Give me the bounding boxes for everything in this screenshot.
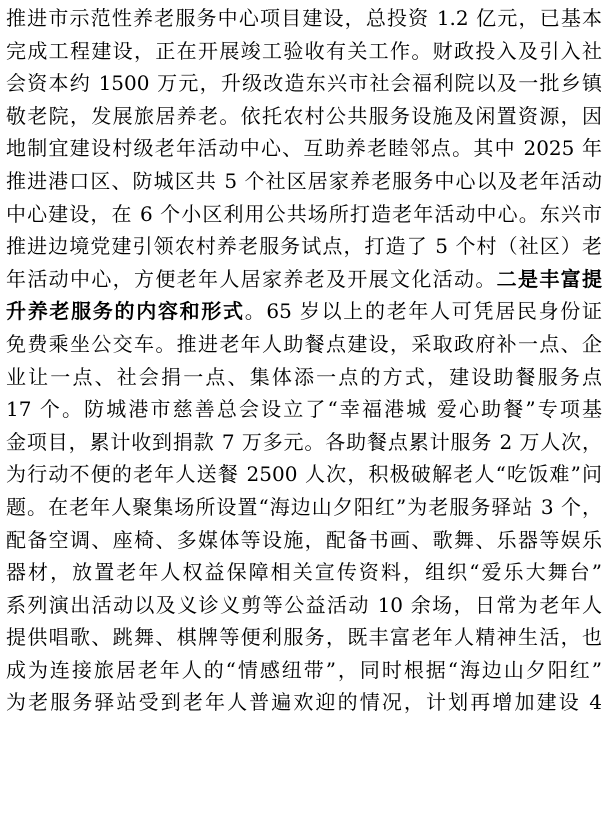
- text-line: 会资本约 1500 万元，升级改造东兴市社会福利院以及一批乡镇: [6, 71, 602, 96]
- text-line: 题。在老年人聚集场所设置“海边山夕阳红”为老服务驿站 3 个，: [6, 494, 602, 519]
- text-line: 推进市示范性养老服务中心项目建设，总投资 1.2 亿元，已基本: [6, 6, 602, 30]
- bold-heading-start: 二是丰富提: [496, 266, 603, 291]
- text-line: 提供唱歌、跳舞、棋牌等便利服务，既丰富老年人精神生活，也: [6, 625, 602, 650]
- text-line: 完成工程建设，正在开展竣工验收有关工作。财政投入及引入社: [6, 38, 602, 63]
- text-run: 。65 岁以上的老年人可凭居民身份证: [244, 299, 603, 324]
- text-run: 年活动中心，方便老年人居家养老及开展文化活动。: [6, 266, 497, 291]
- text-line: 中心建设，在 6 个小区利用公共场所打造老年活动中心。东兴市: [6, 201, 602, 226]
- text-line: 17 个。防城港市慈善总会设立了“幸福港城 爱心助餐”专项基: [6, 397, 602, 422]
- document-body: [6, 2, 602, 752]
- text-line: 敬老院，发展旅居养老。依托农村公共服务设施及闲置资源，因: [6, 103, 602, 128]
- text-line: 为老服务驿站受到老年人普遍欢迎的情况，计划再增加建设 4: [6, 690, 602, 715]
- text-line: 推进边境党建引领农村养老服务试点，打造了 5 个村（社区）老: [6, 234, 602, 259]
- text-line-with-heading: [6, 263, 602, 296]
- text-line: 配备空调、座椅、多媒体等设施，配备书画、歌舞、乐器等娱乐: [6, 527, 602, 552]
- text-line: 业让一点、社会捐一点、集体添一点的方式，建设助餐服务点: [6, 364, 602, 389]
- text-line: 器材，放置老年人权益保障相关宣传资料，组织“爱乐大舞台”: [6, 560, 602, 585]
- text-line: 地制宜建设村级老年活动中心、互助养老睦邻点。其中 2025 年: [6, 136, 602, 161]
- text-line: 推进港口区、防城区共 5 个社区居家养老服务中心以及老年活动: [6, 168, 602, 193]
- bold-heading-end: 升养老服务的内容和形式: [6, 299, 245, 324]
- text-line-with-heading: [6, 295, 602, 328]
- text-line: [6, 719, 602, 752]
- text-line: 免费乘坐公交车。推进老年人助餐点建设，采取政府补一点、企: [6, 331, 602, 356]
- text-line: 金项目，累计收到捐款 7 万多元。各助餐点累计服务 2 万人次，: [6, 429, 602, 454]
- text-line: 系列演出活动以及义诊义剪等公益活动 10 余场，日常为老年人: [6, 592, 602, 617]
- text-line: 成为连接旅居老年人的“情感纽带”，同时根据“海边山夕阳红”: [6, 657, 602, 682]
- text-line: 为行动不便的老年人送餐 2500 人次，积极破解老人“吃饭难”问: [6, 462, 602, 487]
